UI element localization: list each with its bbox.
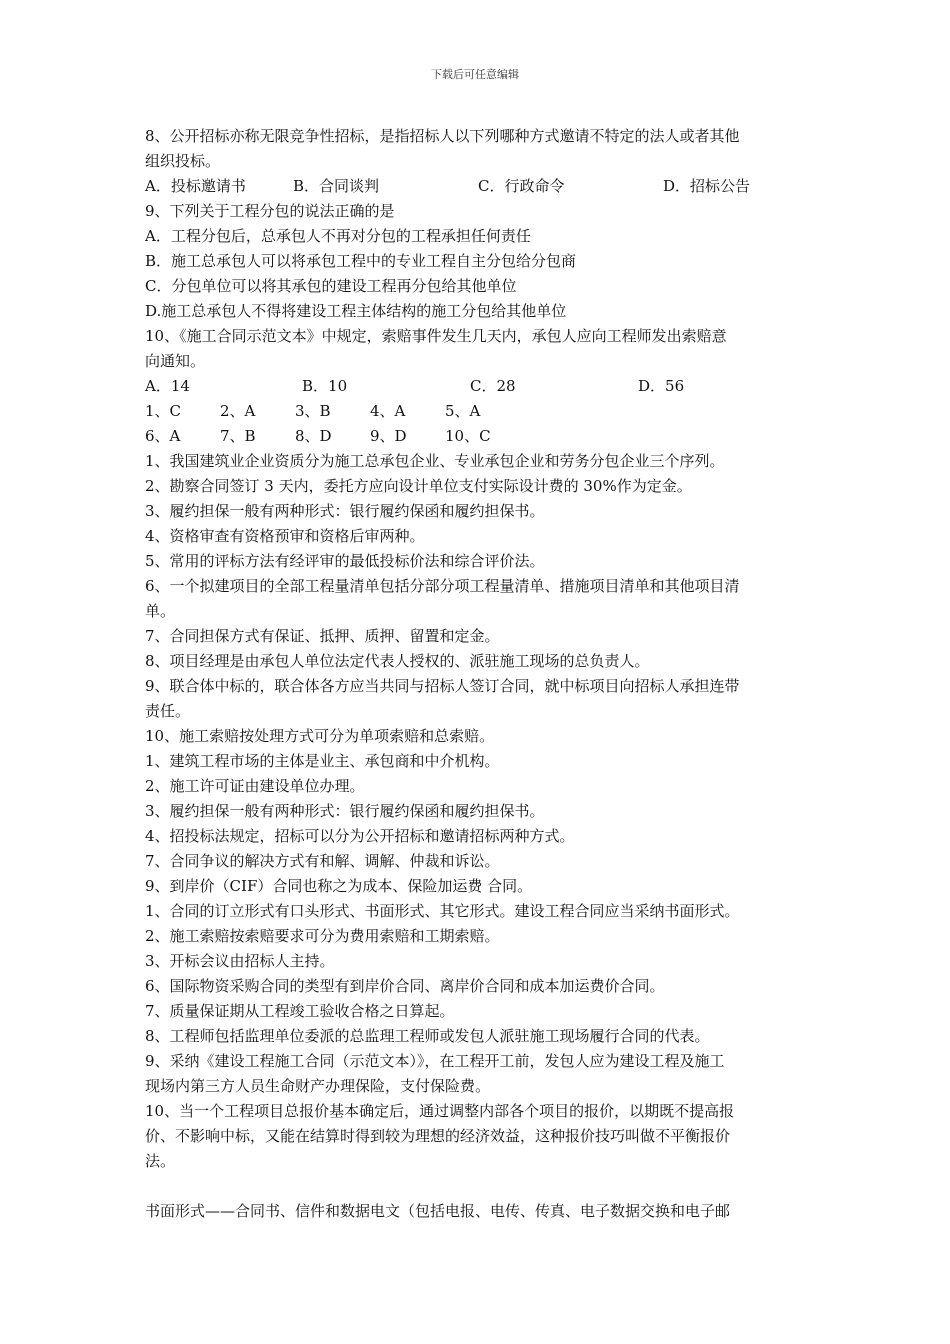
text-line: 9、联合体中标的，联合体各方应当共同与招标人签订合同，就中标项目向招标人承担连带: [145, 677, 740, 695]
q8-option-b: B．合同谈判: [293, 177, 380, 195]
text-line: 5、常用的评标方法有经评审的最低投标价法和综合评价法。: [145, 552, 545, 570]
text-line: 6、国际物资采购合同的类型有到岸价合同、离岸价合同和成本加运费价合同。: [145, 977, 665, 995]
text-line: 价、不影响中标，又能在结算时得到较为理想的经济效益，这种报价技巧叫做不平衡报价: [145, 1127, 731, 1145]
text-line: 8、工程师包括监理单位委派的总监理工程师或发包人派驻施工现场履行合同的代表。: [145, 1027, 710, 1045]
question-9-stem: 9、下列关于工程分包的说法正确的是: [145, 202, 395, 220]
text-line: 7、合同争议的解决方式有和解、调解、仲裁和诉讼。: [145, 852, 500, 870]
q8-option-d: D．招标公告: [663, 177, 751, 195]
text-line: 法。: [145, 1152, 176, 1170]
answer-9: 9、D: [370, 427, 407, 445]
text-line: 9、到岸价（CIF）合同也称之为成本、保险加运费 合同。: [145, 877, 533, 895]
question-10-options: [145, 374, 813, 399]
document-body: [145, 124, 813, 1224]
text-line: 2、施工索赔按索赔要求可分为费用索赔和工期索赔。: [145, 927, 500, 945]
text-line: 3、履约担保一般有两种形式：银行履约保函和履约担保书。: [145, 802, 545, 820]
answer-key-row-1: [145, 399, 813, 424]
text-line: 现场内第三方人员生命财产办理保险，支付保险费。: [145, 1077, 491, 1095]
text-line: 1、建筑工程市场的主体是业主、承包商和中介机构。: [145, 752, 500, 770]
text-line: 2、勘察合同签订 3 天内，委托方应向设计单位支付实际设计费的 30%作为定金。: [145, 477, 692, 495]
answer-key-row-2: [145, 424, 813, 449]
text-line: 4、招投标法规定，招标可以分为公开招标和邀请招标两种方式。: [145, 827, 575, 845]
q9-option-d: D.施工总承包人不得将建设工程主体结构的施工分包给其他单位: [145, 302, 567, 320]
text-line: 6、一个拟建项目的全部工程量清单包括分部分项工程量清单、措施项目清单和其他项目清: [145, 577, 740, 595]
q8-option-c: C．行政命令: [478, 177, 565, 195]
text-line: 8、项目经理是由承包人单位法定代表人授权的、派驻施工现场的总负责人。: [145, 652, 650, 670]
text-line: 2、施工许可证由建设单位办理。: [145, 777, 365, 795]
answer-5: 5、A: [445, 402, 481, 420]
answer-3: 3、B: [295, 402, 331, 420]
text-line: 单。: [145, 602, 176, 620]
text-line: 7、合同担保方式有保证、抵押、质押、留置和定金。: [145, 627, 500, 645]
q10-option-a: A．14: [145, 377, 190, 395]
question-10-line-2: 向通知。: [145, 352, 206, 370]
footer-text-line: 书面形式——合同书、信件和数据电文（包括电报、电传、传真、电子数据交换和电子邮: [145, 1202, 731, 1220]
question-8-options: [145, 174, 813, 199]
question-10-line-1: 10、《施工合同示范文本》中规定，索赔事件发生几天内，承包人应向工程师发出索赔意: [145, 327, 727, 345]
question-8-line-2: 组织投标。: [145, 152, 221, 170]
answer-8: 8、D: [295, 427, 332, 445]
q10-option-b: B．10: [302, 377, 348, 395]
text-line: 1、我国建筑业企业资质分为施工总承包企业、专业承包企业和劳务分包企业三个序列。: [145, 452, 725, 470]
text-line: 7、质量保证期从工程竣工验收合格之日算起。: [145, 1002, 455, 1020]
answer-2: 2、A: [220, 402, 256, 420]
answer-7: 7、B: [220, 427, 256, 445]
text-line: 1、合同的订立形式有口头形式、书面形式、其它形式。建设工程合同应当采纳书面形式。: [145, 902, 740, 920]
text-line: 10、当一个工程项目总报价基本确定后，通过调整内部各个项目的报价，以期既不提高报: [145, 1102, 735, 1120]
text-line: 9、采纳《建设工程施工合同（示范文本）》，在工程开工前，发包人应为建设工程及施工: [145, 1052, 725, 1070]
q9-option-b: B．施工总承包人可以将承包工程中的专业工程自主分包给分包商: [145, 252, 577, 270]
text-line: 3、履约担保一般有两种形式：银行履约保函和履约担保书。: [145, 502, 545, 520]
q10-option-d: D．56: [638, 377, 685, 395]
q8-option-a: A．投标邀请书: [145, 177, 246, 195]
answer-10: 10、C: [445, 427, 491, 445]
text-line: 4、资格审查有资格预审和资格后审两种。: [145, 527, 425, 545]
page-header: 下载后可任意编辑: [431, 68, 519, 81]
answer-6: 6、A: [145, 427, 181, 445]
q9-option-a: A．工程分包后，总承包人不再对分包的工程承担任何责任: [145, 227, 531, 245]
paragraph-gap: [145, 1174, 813, 1199]
q9-option-c: C．分包单位可以将其承包的建设工程再分包给其他单位: [145, 277, 517, 295]
answer-1: 1、C: [145, 402, 182, 420]
q10-option-c: C．28: [470, 377, 516, 395]
text-line: 10、施工索赔按处理方式可分为单项索赔和总索赔。: [145, 727, 495, 745]
text-line: 3、开标会议由招标人主持。: [145, 952, 335, 970]
answer-4: 4、A: [370, 402, 406, 420]
question-8-line-1: 8、公开招标亦称无限竞争性招标，是指招标人以下列哪种方式邀请不特定的法人或者其他: [145, 127, 740, 145]
text-line: 责任。: [145, 702, 191, 720]
